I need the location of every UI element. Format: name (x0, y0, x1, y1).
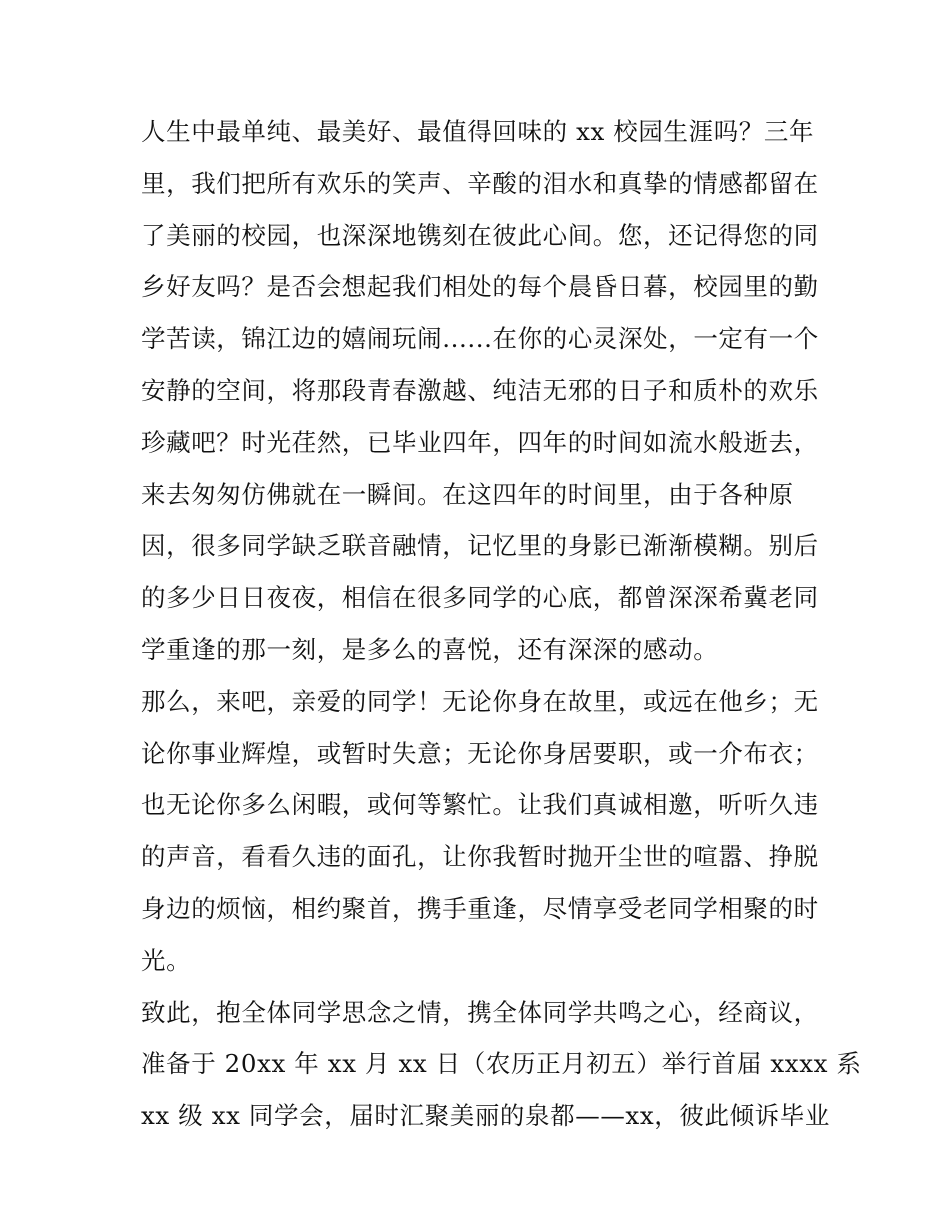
text-line: 那么，来吧，亲爱的同学！无论你身在故里，或远在他乡；无 (141, 686, 819, 716)
text-line: 论你事业辉煌，或暂时失意；无论你身居要职，或一介布衣； (141, 738, 819, 768)
text-line: 里，我们把所有欢乐的笑声、辛酸的泪水和真挚的情感都留在 (141, 168, 819, 198)
text-line: 安静的空间，将那段青春激越、纯洁无邪的日子和质朴的欢乐 (141, 375, 819, 405)
text-line: 珍藏吧？时光荏然，已毕业四年，四年的时间如流水般逝去， (141, 427, 819, 457)
text-line: 准备于 20xx 年 xx 月 xx 日（农历正月初五）举行首届 xxxx 系 (141, 1049, 862, 1079)
text-line: 乡好友吗？是否会想起我们相处的每个晨昏日暮，校园里的勤 (141, 272, 819, 302)
text-line: 致此，抱全体同学思念之情，携全体同学共鸣之心，经商议， (141, 997, 819, 1027)
text-line: 学苦读，锦江边的嬉闹玩闹......在你的心灵深处，一定有一个 (141, 324, 819, 354)
text-line: 来去匆匆仿佛就在一瞬间。在这四年的时间里，由于各种原 (141, 479, 794, 509)
text-line: 的声音，看看久违的面孔，让你我暂时抛开尘世的喧嚣、挣脱 (141, 842, 819, 872)
text-line: 因，很多同学缺乏联音融情，记忆里的身影已渐渐模糊。别后 (141, 531, 819, 561)
text-line: xx 级 xx 同学会，届时汇聚美丽的泉都——xx，彼此倾诉毕业 (141, 1101, 830, 1131)
text-line: 了美丽的校园，也深深地镌刻在彼此心间。您，还记得您的同 (141, 220, 819, 250)
document-body (141, 106, 862, 1142)
text-line: 人生中最单纯、最美好、最值得回味的 xx 校园生涯吗？三年 (141, 117, 815, 146)
text-line: 学重逢的那一刻，是多么的喜悦，还有深深的感动。 (141, 634, 719, 664)
text-line: 光。 (141, 945, 192, 975)
text-line: 的多少日日夜夜，相信在很多同学的心底，都曾深深希冀老同 (141, 583, 819, 613)
text-line: 也无论你多么闲暇，或何等繁忙。让我们真诚相邀，听听久违 (141, 790, 819, 820)
text-line: 身边的烦恼，相约聚首，携手重逢，尽情享受老同学相聚的时 (141, 893, 819, 923)
